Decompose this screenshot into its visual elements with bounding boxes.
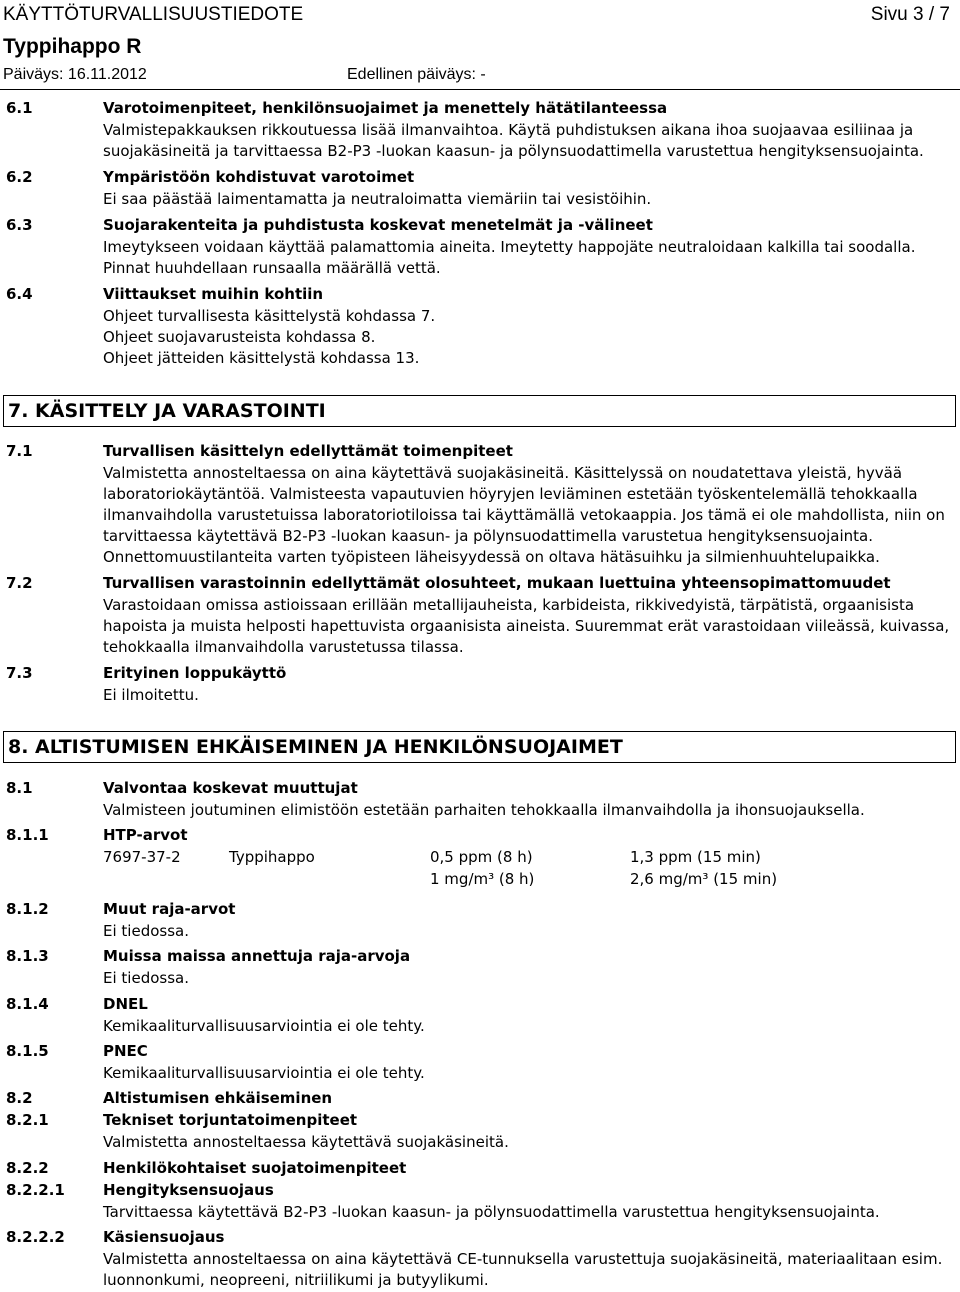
htp-cas: 7697-37-2 (103, 848, 181, 866)
subsection-body (103, 306, 957, 369)
subsection-heading: Henkilökohtaiset suojatoimenpiteet (103, 1159, 407, 1177)
subsection-body (103, 463, 957, 568)
subsection-heading: Viittaukset muihin kohtiin (103, 285, 324, 303)
subsection-number: 6.4 (6, 285, 33, 303)
body-line: ilmanvaihdolla varustetuissa laboratoriotiloissa tai käyttämällä vetokaappia. Jos tämä ei ole mahdollista, niin on (103, 506, 945, 524)
body-line: tehokkaalla ilmanvaihdolla varustetussa tilassa. (103, 638, 464, 656)
subsection-heading: Altistumisen ehkäiseminen (103, 1089, 333, 1107)
subsection-number: 8.2.2.1 (6, 1181, 65, 1199)
subsection-heading: Turvallisen käsittelyn edellyttämät toimenpiteet (103, 442, 513, 460)
subsection-heading: Muut raja-arvot (103, 900, 236, 918)
body-line: Onnettomuustilanteita varten työpisteen läheisyydessä on oltava hätäsuihku ja silmienhuuhtelupaikka. (103, 548, 880, 566)
subsection-body (103, 1132, 957, 1153)
subsection-body (103, 685, 957, 706)
body-line: Valmistetta annosteltaessa on aina käytettävä suojakäsineitä. Käsittelyssä on noudatettava yleistä, hyvää (103, 464, 903, 482)
body-line: Ohjeet turvallisesta käsittelystä kohdassa 7. (103, 307, 436, 325)
body-line: Tarvittaessa käytettävä B2-P3 -luokan kaasun- ja pölynsuodattimella varustettua hengityksensuojainta. (103, 1203, 880, 1221)
subsection-number: 8.1.2 (6, 900, 49, 918)
body-line: Kemikaaliturvallisuusarviointia ei ole tehty. (103, 1017, 425, 1035)
subsection-number: 8.1 (6, 779, 33, 797)
subsection-body (103, 595, 957, 658)
subsection-heading: Turvallisen varastoinnin edellyttämät olosuhteet, mukaan luettuina yhteensopimattomuudet (103, 574, 891, 592)
subsection-number: 6.2 (6, 168, 33, 186)
subsection-heading: Valvontaa koskevat muuttujat (103, 779, 358, 797)
subsection-heading: Varotoimenpiteet, henkilönsuojaimet ja menettely hätätilanteessa (103, 99, 668, 117)
subsection-number: 7.2 (6, 574, 33, 592)
subsection-heading: PNEC (103, 1042, 148, 1060)
subsection-number: 8.1.3 (6, 947, 49, 965)
body-line: Kemikaaliturvallisuusarviointia ei ole tehty. (103, 1064, 425, 1082)
product-name: Typpihappo R (3, 35, 142, 58)
body-line: Valmistepakkauksen rikkoutuessa lisää ilmanvaihtoa. Käytä puhdistuksen aikana ihoa suojaavaa esiliinaa ja (103, 121, 914, 139)
subsection-body (103, 1249, 957, 1291)
page-number: Sivu 3 / 7 (870, 4, 950, 25)
subsection-number: 8.1.5 (6, 1042, 49, 1060)
body-line: Pinnat huuhdellaan runsaalla määrällä vettä. (103, 259, 441, 277)
body-line: Valmistetta annosteltaessa on aina käytettävä CE-tunnuksella varustettuja suojakäsineitä, materiaalitaan esim. (103, 1250, 943, 1268)
subsection-number: 8.2 (6, 1089, 33, 1107)
subsection-number: 6.3 (6, 216, 33, 234)
body-line: Ei ilmoitettu. (103, 686, 199, 704)
subsection-heading: Muissa maissa annettuja raja-arvoja (103, 947, 411, 965)
subsection-number: 6.1 (6, 99, 33, 117)
htp-8h-ppm: 0,5 ppm (8 h) (430, 848, 533, 866)
body-line: suojakäsineitä ja tarvittaessa B2-P3 -luokan kaasun- ja pölynsuodattimella varustettua hengityksensuojainta. (103, 142, 924, 160)
body-line: Valmisteen joutuminen elimistöön estetään parhaiten tehokkaalla ilmanvaihdolla ja ihonsuojauksella. (103, 801, 865, 819)
htp-15min-ppm: 1,3 ppm (15 min) (630, 848, 761, 866)
body-line: Ohjeet suojavarusteista kohdassa 8. (103, 328, 376, 346)
body-line: Valmistetta annosteltaessa käytettävä suojakäsineitä. (103, 1133, 509, 1151)
subsection-heading: Hengityksensuojaus (103, 1181, 274, 1199)
subsection-body (103, 800, 957, 821)
subsection-body (103, 189, 957, 210)
body-line: luonnonkumi, neopreeni, nitriilikumi ja butyylikumi. (103, 1271, 489, 1289)
body-line: hapoista ja muista helposti hapettuvista orgaanisista aineista. Suuremmat erät varastoidaan viileässä, kuivassa, (103, 617, 950, 635)
htp-substance: Typpihappo (229, 848, 315, 866)
subsection-body (103, 120, 957, 162)
subsection-heading: Erityinen loppukäyttö (103, 664, 287, 682)
body-line: tarvittaessa käytettävä B2-P3 -luokan kaasun- ja pölynsuodattimella varustetua hengityksensuojainta. (103, 527, 873, 545)
subsection-heading: DNEL (103, 995, 148, 1013)
subsection-body (103, 921, 957, 942)
body-line: laboratoriokäytäntöä. Valmisteesta vapautuvien höyryjen leviäminen estetään työskentelemällä tehokkaalla (103, 485, 918, 503)
subsection-number: 8.2.2.2 (6, 1228, 65, 1246)
subsection-heading: HTP-arvot (103, 826, 188, 844)
body-line: Ei tiedossa. (103, 969, 189, 987)
htp-15min-mg: 2,6 mg/m³ (15 min) (630, 870, 778, 888)
subsection-body (103, 1063, 957, 1084)
body-line: Ei tiedossa. (103, 922, 189, 940)
subsection-heading: Ympäristöön kohdistuvat varotoimet (103, 168, 415, 186)
subsection-number: 8.2.1 (6, 1111, 49, 1129)
subsection-body (103, 1202, 957, 1223)
document-title: KÄYTTÖTURVALLISUUSTIEDOTE (3, 4, 304, 25)
body-line: Ohjeet jätteiden käsittelystä kohdassa 13. (103, 349, 420, 367)
subsection-heading: Tekniset torjuntatoimenpiteet (103, 1111, 358, 1129)
subsection-number: 8.1.1 (6, 826, 49, 844)
subsection-heading: Käsiensuojaus (103, 1228, 225, 1246)
subsection-body (103, 1016, 957, 1037)
subsection-body (103, 968, 957, 989)
subsection-heading: Suojarakenteita ja puhdistusta koskevat menetelmät ja -välineet (103, 216, 653, 234)
subsection-body (103, 237, 957, 279)
body-line: Ei saa päästää laimentamatta ja neutraloimatta viemäriin tai vesistöihin. (103, 190, 652, 208)
previous-date: Edellinen päiväys: - (347, 66, 486, 83)
header-divider (0, 89, 960, 90)
subsection-number: 8.1.4 (6, 995, 49, 1013)
body-line: Imeytykseen voidaan käyttää palamattomia aineita. Imeytetty happojäte neutraloidaan kalkilla tai soodalla. (103, 238, 916, 256)
subsection-number: 7.3 (6, 664, 33, 682)
issue-date: Päiväys: 16.11.2012 (3, 66, 147, 83)
subsection-number: 8.2.2 (6, 1159, 49, 1177)
subsection-number: 7.1 (6, 442, 33, 460)
htp-8h-mg: 1 mg/m³ (8 h) (430, 870, 535, 888)
section-8-title: 8. ALTISTUMISEN EHKÄISEMINEN JA HENKILÖNSUOJAIMET (3, 731, 956, 763)
body-line: Varastoidaan omissa astioissaan erillään metallijauheista, karbideista, rikkivedyistä, tärpätistä, orgaanisista (103, 596, 915, 614)
section-7-title: 7. KÄSITTELY JA VARASTOINTI (3, 395, 956, 427)
